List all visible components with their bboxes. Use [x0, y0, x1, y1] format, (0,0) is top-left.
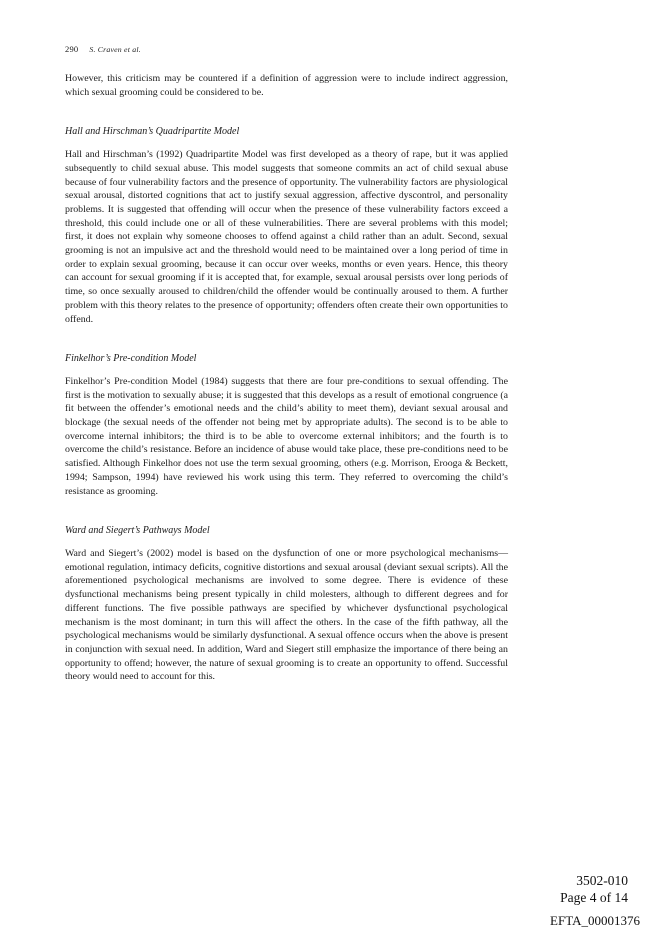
section-paragraph-finkelhor: Finkelhor’s Pre-condition Model (1984) suggests that there are four pre-conditions to sexual offending. The first is the motivation to sexually abuse; it is suggested that this develops as a result of emotional congruence (a fit between the offender’s emotional needs and the child’s ability to meet them), deviant sexual arousal and blockage (the sexual needs of the offender not being met by appropriate adults). The second is to be able to overcome internal inhibitors; the third is to be able to overcome external inhibitors; and the fourth is to overcome the child’s resistance. Before an incidence of abuse would take place, these pre-conditions need to be satisfied. Although Finkelhor does not use the term sexual grooming, others (e.g. Morrison, Erooga & Beckett, 1994; Sampson, 1994) have reviewed his work using this term. They referred to overcoming the child’s resistance as grooming.	[65, 375, 508, 497]
section-ward-siegert	[65, 524, 508, 684]
bates-number: EFTA_00001376	[550, 913, 640, 928]
page-header	[65, 44, 508, 54]
section-paragraph-ward-siegert: Ward and Siegert’s (2002) model is based on the dysfunction of one or more psychological mechanisms—emotional regulation, intimacy deficits, cognitive distortions and sexual arousal (deviant sexual scripts). All the aforementioned psychological mechanisms are involved to some degree. There is evidence of these dysfunctional mechanisms being present typically in child molesters, although to different degrees and for different functions. The five possible pathways are specified by whichever dysfunctional psychological mechanism is the most dominant; in turn this will affect the others. In the case of the fifth pathway, all the psychological mechanisms would be similarly dysfunctional. A sexual offence occurs when the above is present in conjunction with sexual need. In addition, Ward and Siegert still emphasize the importance of there being an opportunity to offend; however, the nature of sexual grooming is to create an opportunity to offend. Successful theory would need to account for this.	[65, 547, 508, 683]
section-heading-finkelhor: Finkelhor’s Pre-condition Model	[65, 353, 197, 365]
section-heading-hall-hirschman: Hall and Hirschman’s Quadripartite Model	[65, 126, 240, 138]
running-head: S. Craven et al.	[89, 45, 141, 54]
section-hall-hirschman	[65, 125, 508, 326]
section-heading-ward-siegert: Ward and Siegert’s Pathways Model	[65, 525, 210, 537]
production-stamp	[560, 872, 628, 906]
page-number: 290	[65, 44, 79, 54]
text-column	[65, 44, 508, 684]
stamp-page-label: Page 4 of 14	[560, 890, 628, 905]
section-finkelhor	[65, 352, 508, 498]
section-paragraph-hall-hirschman: Hall and Hirschman’s (1992) Quadripartite Model was first developed as a theory of rape, but it was applied subsequently to child sexual abuse. This model suggests that someone commits an act of child sexual abuse because of four vulnerability factors and the presence of opportunity. The vulnerability factors are physiological sexual arousal, distorted cognitions that act to justify sexual aggression, affective dyscontrol, and personality problems. It is suggested that offending will occur when the presence of these vulnerability factors exceed a threshold, this could include one or all of these vulnerabilities. There are several problems with this model; first, it does not explain why someone chooses to offend against a child rather than an adult. Second, sexual grooming is not an impulsive act and the threshold would need to be maintained over a long period of time in order to explain sexual grooming, because it can occur over weeks, months or even years. Hence, this theory can account for sexual grooming if it is accepted that, for example, sexual arousal persists over long periods of time, so once sexually aroused to children/child the offender would be continually aroused to them. A further problem with this theory relates to the presence of opportunity; offenders often create their own opportunities to offend.	[65, 149, 508, 325]
intro-paragraph: However, this criticism may be countered if a definition of aggression were to include indirect aggression, which sexual grooming could be considered to be.	[65, 73, 508, 98]
stamp-doc-number: 3502-010	[576, 873, 628, 888]
